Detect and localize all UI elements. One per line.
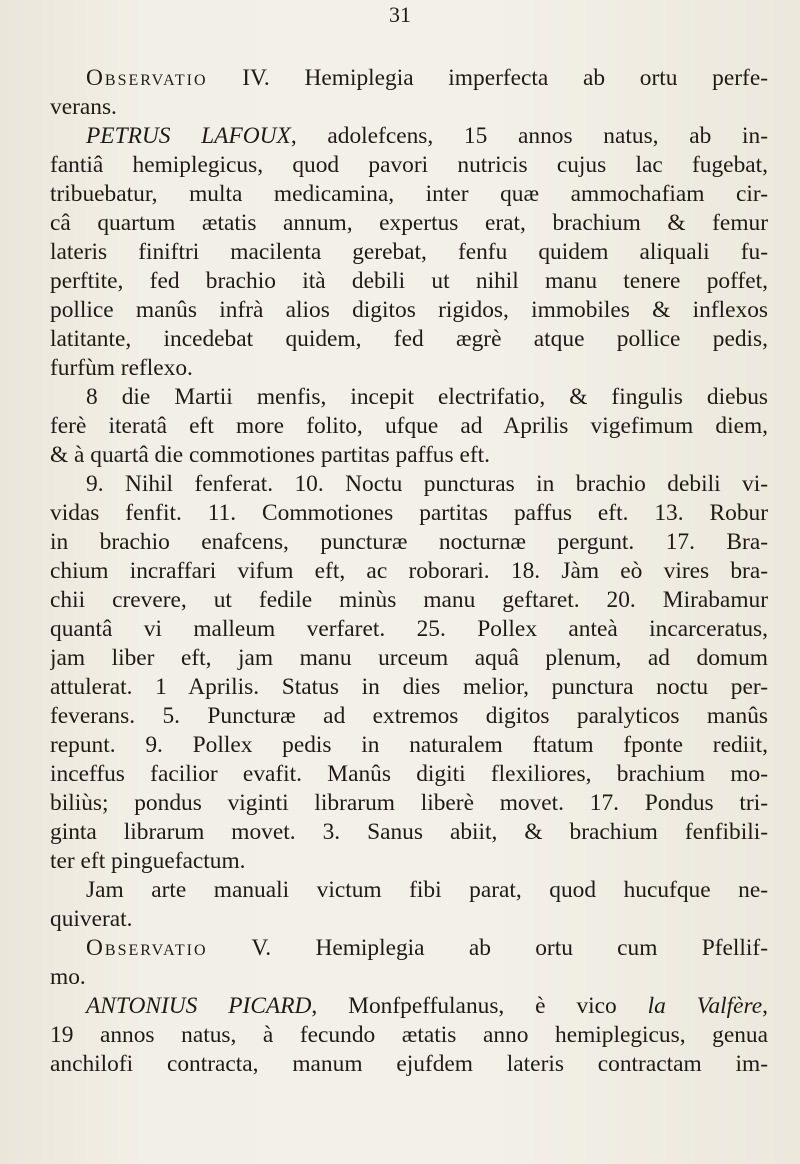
name-text: ANTONIUS PICARD bbox=[86, 993, 312, 1019]
text-segment: jam liber eft, jam manu urceum aquâ plenum, ad domum bbox=[50, 645, 768, 671]
text-line bbox=[50, 586, 768, 615]
text-line bbox=[50, 1021, 768, 1050]
text-segment: 8 die Martii menfis, incepit electrifatio, & fingulis diebus bbox=[86, 384, 768, 410]
text-line bbox=[50, 267, 768, 296]
text-segment: pollice manûs infrà alios digitos rigidos, immobiles & inflexos bbox=[50, 297, 768, 323]
text-segment: V. Hemiplegia ab ortu cum Pfellif- bbox=[207, 935, 768, 961]
text-line bbox=[50, 876, 768, 905]
text-line bbox=[50, 383, 768, 412]
text-line bbox=[50, 64, 768, 93]
text-line bbox=[50, 818, 768, 847]
text-line bbox=[50, 122, 768, 151]
text-line bbox=[50, 296, 768, 325]
text-segment: IV. Hemiplegia imperfecta ab ortu perfe- bbox=[207, 65, 768, 91]
text-line bbox=[50, 499, 768, 528]
text-segment: ferè iteratâ eft more folito, ufque ad Aprilis vigefimum diem, bbox=[50, 413, 768, 439]
text-segment: verans. bbox=[50, 94, 117, 120]
text-line bbox=[50, 238, 768, 267]
text-segment: attulerat. 1 Aprilis. Status in dies melior, punctura noctu per- bbox=[50, 674, 768, 700]
text-line bbox=[50, 963, 768, 992]
text-segment: tribuebatur, multa medicamina, inter quæ ammochafiam cir- bbox=[50, 181, 768, 207]
text-segment: chium incraffari vifum eft, ac roborari. 18. Jàm eò vires bra- bbox=[50, 558, 768, 584]
text-segment: , Monfpeffulanus, è vico bbox=[311, 993, 648, 1019]
text-segment: furfùm reflexo. bbox=[50, 355, 193, 381]
heading-label: Observatio bbox=[86, 65, 208, 91]
text-segment: 9. Nihil fenferat. 10. Noctu puncturas in brachio debili vi- bbox=[86, 471, 768, 497]
name-text: PETRUS LAFOUX bbox=[86, 123, 291, 149]
text-segment: & à quartâ die commotiones partitas paffus eft. bbox=[50, 442, 490, 468]
text-line bbox=[50, 673, 768, 702]
text-segment: lateris finiftri macilenta gerebat, fenfu quidem aliquali fu- bbox=[50, 239, 768, 265]
text-line bbox=[50, 93, 768, 122]
text-line bbox=[50, 412, 768, 441]
text-line bbox=[50, 180, 768, 209]
text-line bbox=[50, 441, 768, 470]
text-segment: fantiâ hemiplegicus, quod pavori nutricis cujus lac fugebat, bbox=[50, 152, 768, 178]
text-line bbox=[50, 528, 768, 557]
heading-label: Observatio bbox=[86, 935, 208, 961]
text-line bbox=[50, 615, 768, 644]
text-segment: biliùs; pondus viginti librarum liberè movet. 17. Pondus tri- bbox=[50, 790, 768, 816]
text-line bbox=[50, 992, 768, 1021]
text-line bbox=[50, 702, 768, 731]
text-segment: anchilofi contracta, manum ejufdem lateris contractam im- bbox=[50, 1051, 768, 1077]
text-segment: perftite, fed brachio ità debili ut nihil manu tenere poffet, bbox=[50, 268, 768, 294]
text-segment: in brachio enafcens, puncturæ nocturnæ pergunt. 17. Bra- bbox=[50, 529, 768, 555]
text-line bbox=[50, 209, 768, 238]
text-line bbox=[50, 470, 768, 499]
text-line bbox=[50, 731, 768, 760]
text-segment: mo. bbox=[50, 964, 86, 990]
name-text: la Valfère bbox=[647, 993, 763, 1019]
body-text bbox=[50, 64, 768, 1079]
text-segment: repunt. 9. Pollex pedis in naturalem ftatum fponte rediit, bbox=[50, 732, 768, 758]
text-segment: quiverat. bbox=[50, 906, 133, 932]
page-number: 31 bbox=[389, 2, 411, 27]
text-line bbox=[50, 934, 768, 963]
text-line bbox=[50, 760, 768, 789]
text-line bbox=[50, 151, 768, 180]
text-segment: ginta librarum movet. 3. Sanus abiit, & brachium fenfibili- bbox=[50, 819, 768, 845]
text-line bbox=[50, 325, 768, 354]
text-line bbox=[50, 847, 768, 876]
text-line bbox=[50, 644, 768, 673]
text-segment: inceffus facilior evafit. Manûs digiti flexiliores, brachium mo- bbox=[50, 761, 768, 787]
text-line bbox=[50, 905, 768, 934]
text-line bbox=[50, 1050, 768, 1079]
text-segment: feverans. 5. Puncturæ ad extremos digitos paralyticos manûs bbox=[50, 703, 768, 729]
text-segment: , bbox=[762, 993, 768, 1019]
text-segment: chii crevere, ut fedile minùs manu geftaret. 20. Mirabamur bbox=[50, 587, 768, 613]
text-segment: , adolefcens, 15 annos natus, ab in- bbox=[290, 123, 768, 149]
text-segment: Jam arte manuali victum fibi parat, quod hucufque ne- bbox=[86, 877, 768, 903]
text-segment: 19 annos natus, à fecundo ætatis anno hemiplegicus, genua bbox=[50, 1022, 768, 1048]
text-segment: latitante, incedebat quidem, fed ægrè atque pollice pedis, bbox=[50, 326, 768, 352]
text-segment: ter eft pinguefactum. bbox=[50, 848, 246, 874]
text-segment: quantâ vi malleum verfaret. 25. Pollex anteà incarceratus, bbox=[50, 616, 768, 642]
text-line bbox=[50, 557, 768, 586]
text-line bbox=[50, 789, 768, 818]
text-line bbox=[50, 354, 768, 383]
text-segment: câ quartum ætatis annum, expertus erat, brachium & femur bbox=[50, 210, 768, 236]
text-segment: vidas fenfit. 11. Commotiones partitas paffus eft. 13. Robur bbox=[50, 500, 768, 526]
